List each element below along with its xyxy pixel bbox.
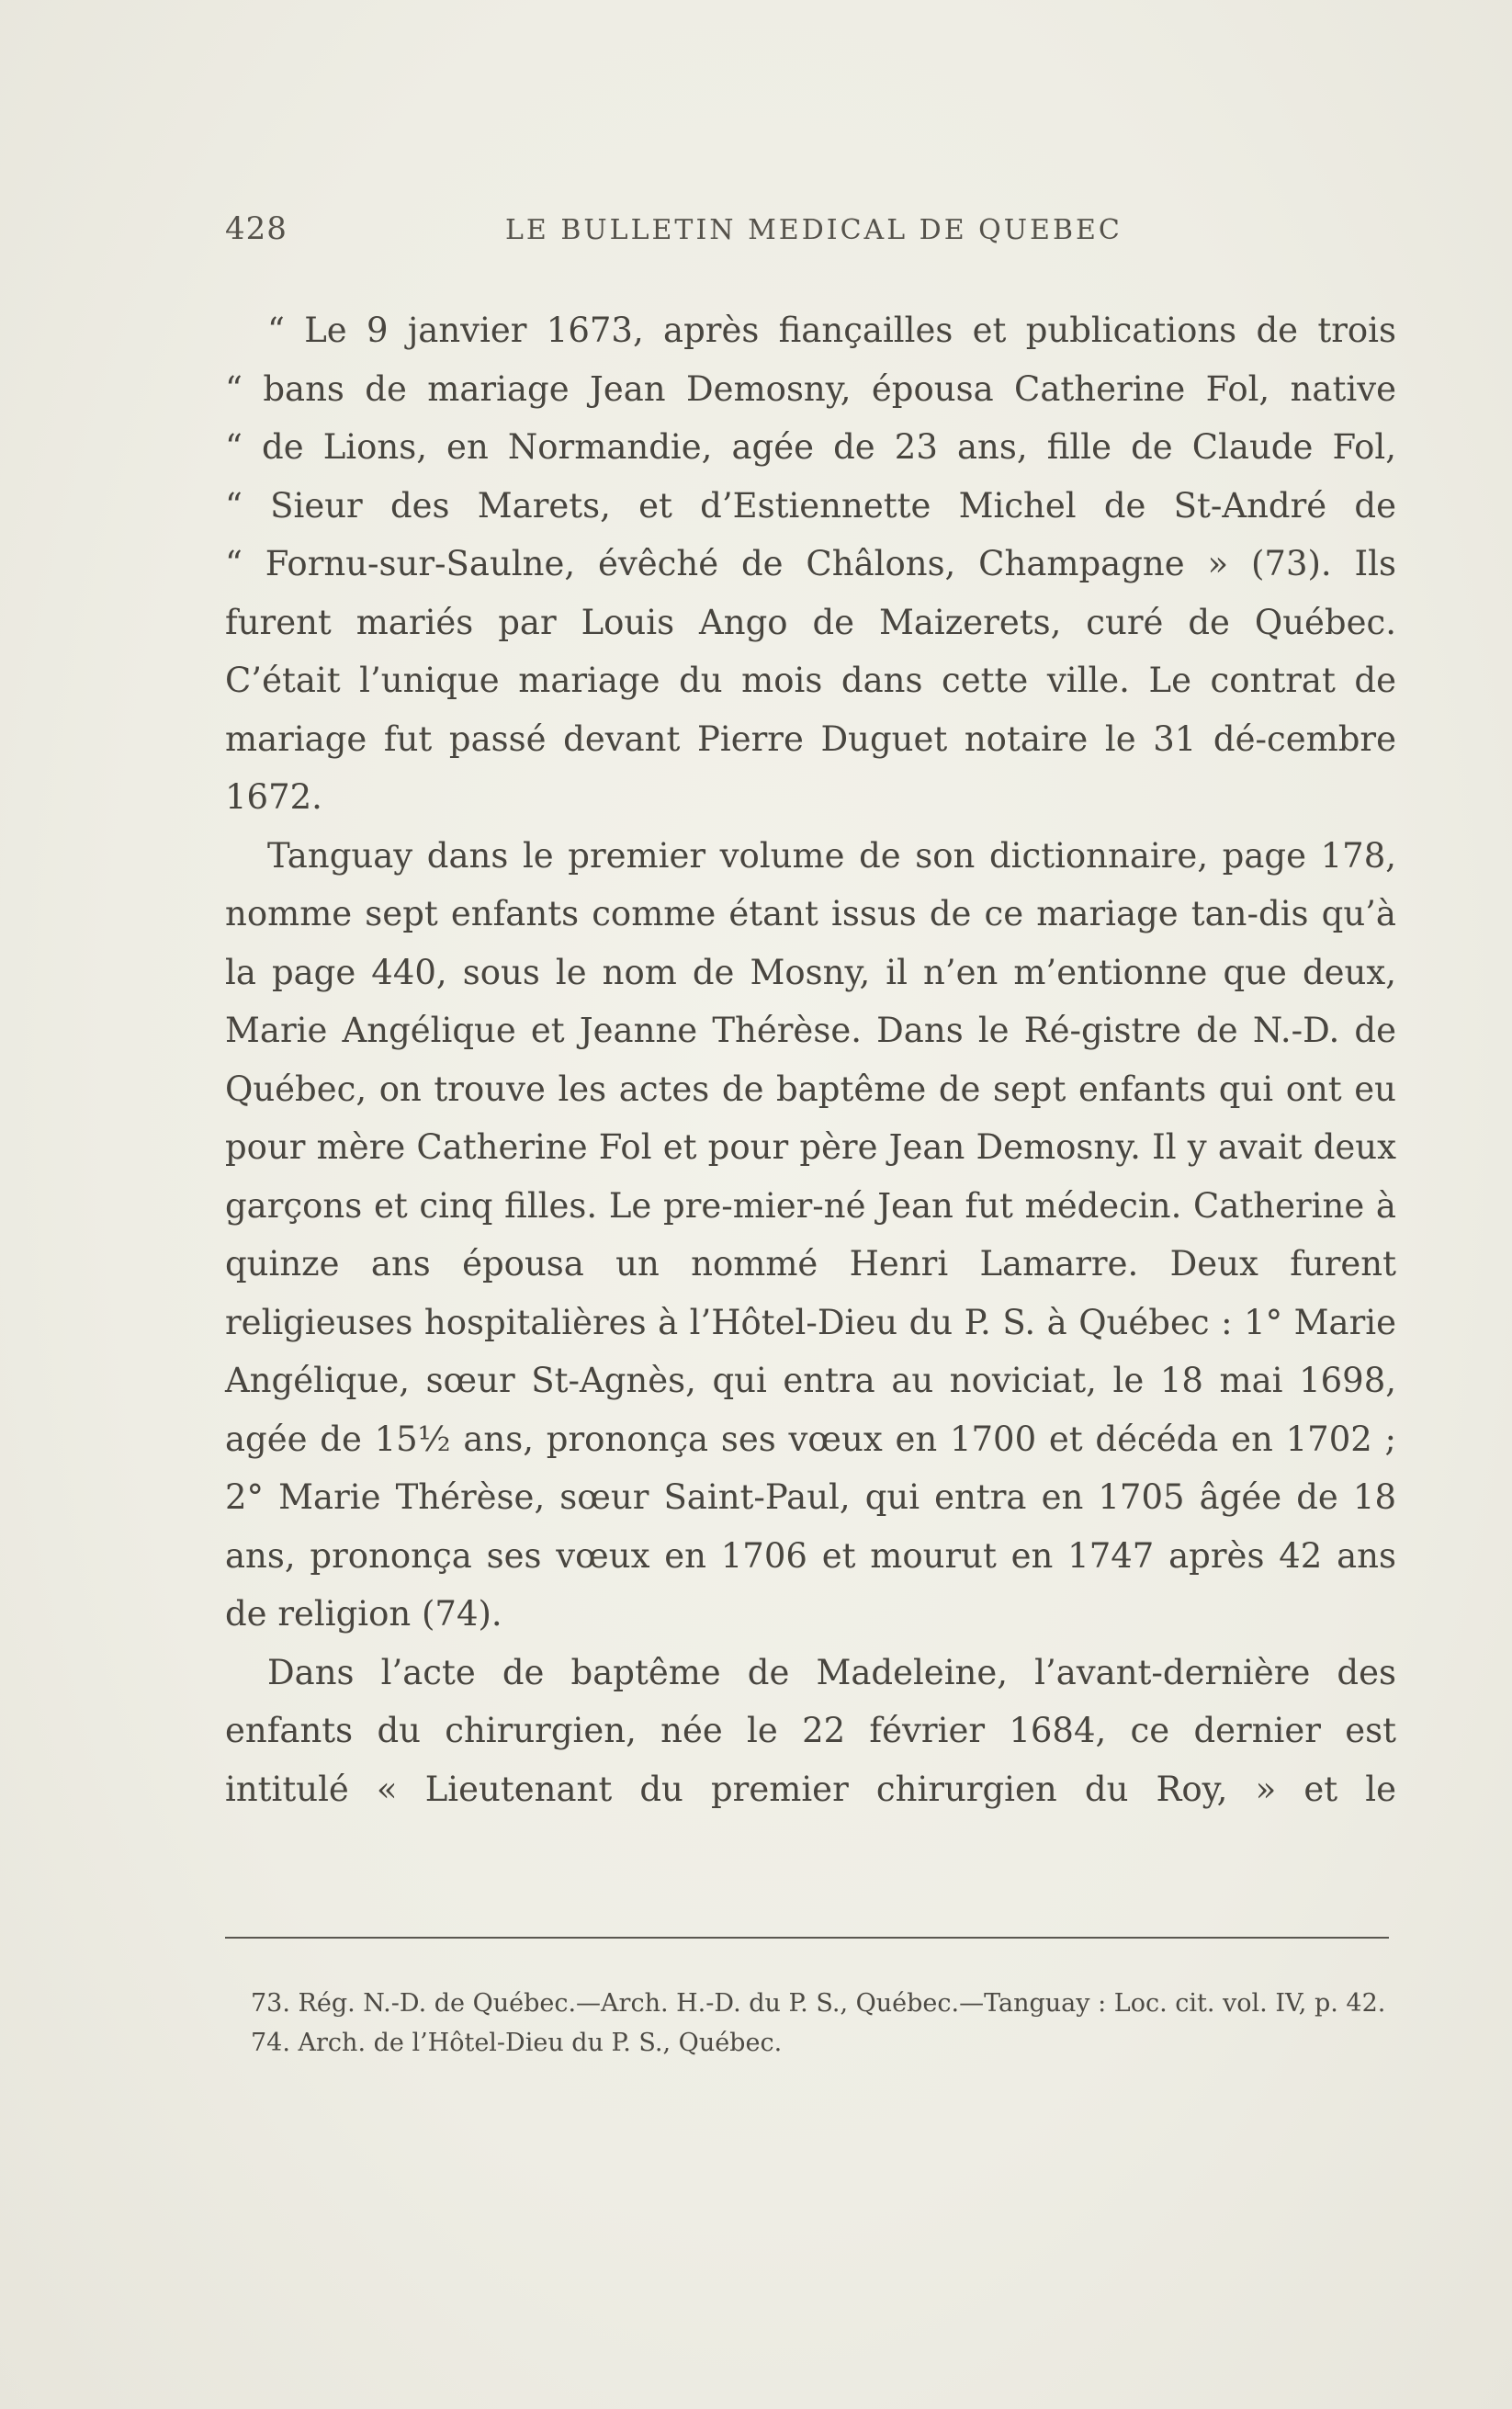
running-head: [225, 206, 1144, 252]
body-text: [225, 301, 1396, 1818]
quote-line-3: “ de Lions, en Normandie, agée de 23 ans, fille de Claude Fol,: [225, 427, 1396, 467]
page-number: 428: [225, 210, 288, 247]
footnote-divider: [225, 1937, 1389, 1939]
footnotes: [225, 1986, 1396, 2060]
paragraph-3: Dans l’acte de baptême de Madeleine, l’avant-dernière des enfants du chirurgien, née le 22 février 1684, ce dernier est intitulé « Lieutenant du premier chirurgien du Roy, » et le: [225, 1652, 1396, 1809]
journal-title: LE BULLETIN MEDICAL DE QUEBEC: [505, 214, 1123, 246]
footnote-73: 73. Rég. N.-D. de Québec.—Arch. H.-D. du P. S., Québec.—Tanguay : Loc. cit. vol. IV, p. 42.: [251, 1989, 1386, 2018]
quote-line-5: “ Fornu-sur-Saulne, évêché de Châlons, Champagne » (73). Ils: [225, 544, 1396, 583]
quote-line-4: “ Sieur des Marets, et d’Estiennette Michel de St-André de: [225, 485, 1396, 526]
quote-line-2: “ bans de mariage Jean Demosny, épousa Catherine Fol, native: [225, 368, 1396, 409]
paragraph-2: Tanguay dans le premier volume de son dictionnaire, page 178, nomme sept enfants comme étant issus de ce mariage tan-dis qu’à la page 440, sous le nom de Mosny, il n’en m’entionne que deux, Marie Angélique et Jeanne Thérèse. Dans le Ré-gistre de N.-D. de Québec, on trouve les actes de baptême de sept enfants qui ont eu pour mère Catherine Fol et pour père Jean Demosny. Il y avait deux garçons et cinq filles. Le pre-mier-né Jean fut médecin. Catherine à quinze ans épousa un nommé Henri Lamarre. Deux furent religieuses hospitalières à l’Hôtel-Dieu du P. S. à Québec : 1° Marie Angélique, sœur St-Agnès, qui entra au noviciat, le 18 mai 1698, agée de 15½ ans, prononça ses vœux en 1700 et décéda en 1702 ; 2° Marie Thérèse, sœur Saint-Paul, qui entra en 1705 âgée de 18 ans, prononça ses vœux en 1706 et mourut en 1747 après 42 ans de religion (74).: [225, 835, 1396, 1634]
footnote-74: 74. Arch. de l’Hôtel-Dieu du P. S., Québec.: [251, 2029, 783, 2057]
paragraph-1-continuation: furent mariés par Louis Ango de Maizerets, curé de Québec. C’était l’unique mariage du mois dans cette ville. Le contrat de mariage fut passé devant Pierre Duguet notaire le 31 dé-cembre 1672.: [225, 602, 1396, 817]
quote-line-1: “ Le 9 janvier 1673, après fiançailles et publications de trois: [267, 311, 1396, 350]
